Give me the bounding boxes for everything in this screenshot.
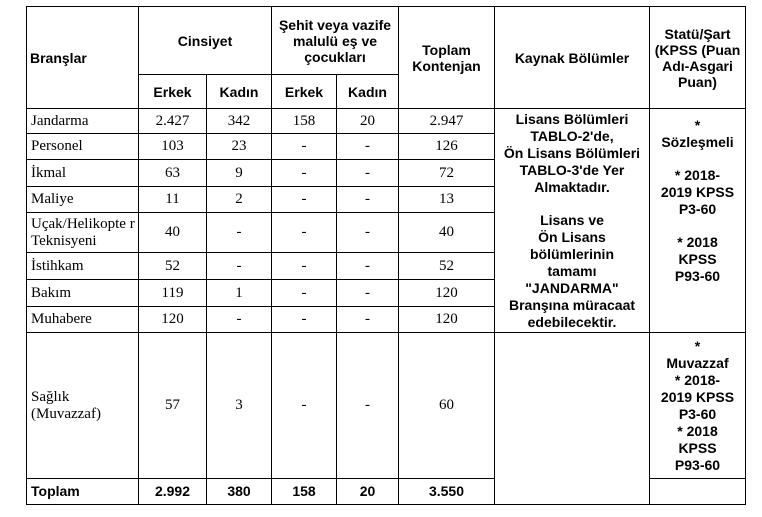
status-line: P3-60 [678, 405, 717, 422]
martyr-female-value: - [337, 280, 399, 307]
quota-table [26, 6, 746, 505]
branch-name: Jandarma [27, 109, 139, 134]
header-total-quota: Toplam Kontenjan [399, 7, 495, 109]
status-line: * 2018 [677, 422, 718, 439]
branch-name: Sağlık (Muvazzaf) [27, 333, 139, 479]
branch-name: İkmal [27, 160, 139, 187]
male-value: 57 [139, 333, 207, 479]
source-line: edebilecektir. [527, 313, 617, 330]
header-martyr-female: Kadın [337, 75, 399, 109]
total-value: 126 [399, 134, 495, 160]
martyr-female-value: 20 [337, 109, 399, 134]
totals-female: 380 [207, 479, 272, 505]
source-line: Ön Lisans [538, 228, 606, 245]
source-line: "JANDARMA" [525, 279, 619, 296]
male-value: 2.427 [139, 109, 207, 134]
total-value: 60 [399, 333, 495, 479]
male-value: 40 [139, 213, 207, 253]
martyr-male-value: - [272, 333, 337, 479]
martyr-male-value: - [272, 134, 337, 160]
table-row [27, 109, 746, 134]
martyr-male-value: - [272, 307, 337, 333]
source-empty-cell [495, 333, 650, 505]
martyr-female-value: - [337, 333, 399, 479]
martyr-female-value: - [337, 307, 399, 333]
source-line: Ön Lisans Bölümleri [503, 144, 641, 161]
totals-status-empty [650, 479, 746, 505]
martyr-female-value: - [337, 213, 399, 253]
martyr-male-value: 158 [272, 109, 337, 134]
branch-name: Maliye [27, 187, 139, 213]
female-value: 9 [207, 160, 272, 187]
female-value: 23 [207, 134, 272, 160]
female-value: - [207, 213, 272, 253]
header-female: Kadın [207, 75, 272, 109]
source-line: Branşına müracaat [508, 296, 636, 313]
branch-name: Muhabere [27, 307, 139, 333]
total-value: 120 [399, 307, 495, 333]
male-value: 119 [139, 280, 207, 307]
status-line: * 2018 [677, 234, 718, 250]
totals-martyr-male: 158 [272, 479, 337, 505]
martyr-female-value: - [337, 253, 399, 280]
martyr-male-value: - [272, 160, 337, 187]
martyr-female-value: - [337, 187, 399, 213]
header-source: Kaynak Bölümler [495, 7, 650, 109]
female-value: 2 [207, 187, 272, 213]
total-value: 13 [399, 187, 495, 213]
header-male: Erkek [139, 75, 207, 109]
source-line: TABLO-2'de, [530, 127, 614, 144]
header-gender: Cinsiyet [139, 7, 272, 75]
source-line: tamamı [547, 262, 597, 279]
status-line: * [694, 337, 701, 354]
female-value: - [207, 253, 272, 280]
status-line: KPSS [678, 251, 717, 267]
total-value: 52 [399, 253, 495, 280]
male-value: 120 [139, 307, 207, 333]
male-value: 103 [139, 134, 207, 160]
male-value: 63 [139, 160, 207, 187]
branch-name: Bakım [27, 280, 139, 307]
status-line: Sözleşmeli [661, 134, 734, 150]
total-value: 72 [399, 160, 495, 187]
female-value: 342 [207, 109, 272, 134]
branch-name: İstihkam [27, 253, 139, 280]
status-line: P3-60 [678, 201, 717, 217]
totals-total: 3.550 [399, 479, 495, 505]
source-line: bölümlerinin [530, 245, 614, 262]
source-line: Almaktadır. [534, 178, 610, 195]
branch-name: Personel [27, 134, 139, 160]
source-line: Lisans Bölümleri [515, 110, 629, 127]
martyr-male-value: - [272, 253, 337, 280]
status-permanent [650, 333, 746, 479]
branch-name: Uçak/Helikopte r Teknisyeni [27, 213, 139, 253]
status-line: P93-60 [674, 268, 721, 284]
martyr-male-value: - [272, 280, 337, 307]
total-value: 40 [399, 213, 495, 253]
table-row [27, 333, 746, 479]
header-status: Statü/Şart (KPSS (Puan Adı-Asgari Puan) [650, 7, 746, 109]
total-value: 120 [399, 280, 495, 307]
martyr-female-value: - [337, 134, 399, 160]
martyr-female-value: - [337, 160, 399, 187]
totals-male: 2.992 [139, 479, 207, 505]
female-value: 3 [207, 333, 272, 479]
source-line: Lisans ve [540, 211, 604, 228]
male-value: 52 [139, 253, 207, 280]
martyr-male-value: - [272, 213, 337, 253]
source-description [495, 109, 650, 333]
status-line: * 2018- [674, 371, 721, 388]
status-line: P93-60 [674, 456, 721, 473]
status-line: 2019 KPSS [660, 184, 735, 200]
totals-martyr-female: 20 [337, 479, 399, 505]
total-value: 2.947 [399, 109, 495, 134]
status-line: Muvazzaf [666, 354, 729, 371]
status-line: KPSS [678, 439, 717, 456]
female-value: 1 [207, 280, 272, 307]
status-line: * [694, 117, 701, 133]
martyr-male-value: - [272, 187, 337, 213]
status-line: 2019 KPSS [660, 388, 735, 405]
totals-label: Toplam [27, 479, 139, 505]
header-martyr: Şehit veya vazife malulü eş ve çocukları [272, 7, 399, 75]
status-contract [650, 109, 746, 333]
header-branches: Branşlar [27, 7, 139, 109]
header-martyr-male: Erkek [272, 75, 337, 109]
source-line: TABLO-3'de Yer [519, 161, 625, 178]
status-line: * 2018- [674, 167, 721, 183]
male-value: 11 [139, 187, 207, 213]
female-value: - [207, 307, 272, 333]
